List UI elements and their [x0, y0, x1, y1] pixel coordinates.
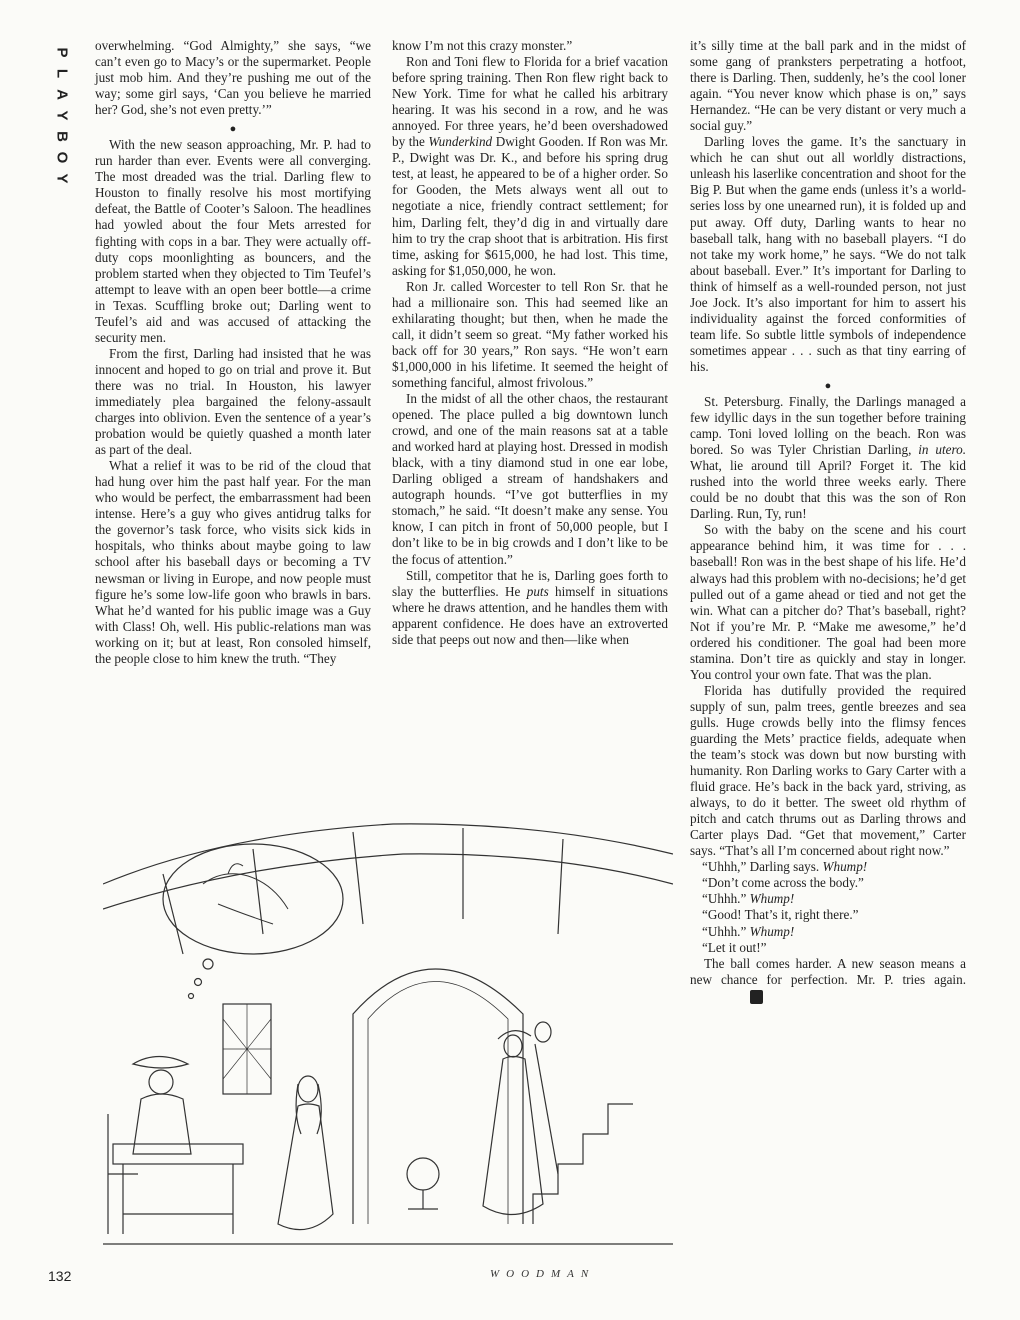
masthead-letter: L [53, 68, 71, 79]
captain-head [149, 1070, 173, 1094]
paragraph: Darling loves the game. It’s the sanctuary in which he can shut out all worldly distractions, unleash his laserlike concentration and shoot for the Big P. But when the game ends (unless it’s a world-series loss by one unearned run), it is folded up and put away. Off duty, Darling wants to hear no baseball talk, hang with no baseball players. “I do not take my work home,” he says. “We do not talk about baseball. Ever.” It’s important for Darling to think of himself as a well-rounded person, not just Joe Jock. It’s also important for him to assert his individuality against the forced conformities of team life. So subtle little symbols of independence sometimes appear . . . such as that tiny earring of his. [690, 134, 966, 374]
text-run: What, lie around till April? Forget it. The kid rushed into the world three weeks early. There could be no doubt that this was the son of Ron Darling. Run, Ty, run! [690, 458, 966, 522]
text-run: Still, competitor that he is, Darling goes forth to slay the butterflies. He [392, 567, 668, 599]
archway-inner [368, 982, 508, 1225]
paragraph: What a relief it was to be rid of the cloud that had hung over him the past half year. For the man who would be perfect, the embarrassment had been intense. Here’s a guy who gives antidrug talks for the governor’s task force, who visits sick kids in hospitals, who thinks about maybe going to law school after his baseball days or becoming a TV newsman or living in Europe, and now people must figure he’s some low-life goon who brawls in bars. What he’d wanted for his public image was a Guy with Class! Oh, well. His public-relations man was working on it; but at least, Ron consoled himself, the people close to him knew the truth. “They [95, 458, 371, 666]
dialogue-line [690, 859, 966, 875]
paragraph: From the first, Darling had insisted that he was innocent and hoped to go on trial and prove it. But there was no trial. In Houston, his lawyer immediately plea bargained the felony-assault charges into oblivion. Even the sentence of a year’s probation would be quietly quashed a month later as part of the deal. [95, 345, 371, 458]
masthead-letter: Y [53, 173, 71, 184]
emphasis: puts [526, 583, 549, 599]
lady-head [504, 1035, 522, 1057]
paragraph: know I’m not this crazy monster.” [392, 38, 573, 53]
text-run: St. Petersburg. Finally, the Darlings managed a few idyllic days in the sun together before training camp. Toni loved lolling on the beach. Ron was bored. So was Tyler Christian Darling, [690, 393, 966, 458]
masthead-letter: A [53, 89, 71, 100]
paragraph: overwhelming. “God Almighty,” she says, “we can’t even go to Macy’s or the supermarket. People just mob him. And they’re pushing me out of the way; some girl says, ‘Can you believe he married her? God, she’s not even pretty.’” [95, 38, 371, 118]
desk-legs [123, 1164, 233, 1234]
paragraph: it’s silly time at the ball park and in the midst of some gang of pranksters perpetrating a hotfoot, there is Darling. Then, suddenly, he’s the cool loner again. “You never know which phase is on,” says Hernandez. “He can be very distant or very much a social guy.” [690, 38, 966, 134]
captain-body [133, 1094, 191, 1154]
lady-dress [483, 1057, 543, 1215]
paragraph: Florida has dutifully provided the required supply of sun, palm trees, gentle breezes and sea gulls. Huge crowds belly into the flimsy fences guarding the Mets’ practice fields, adequate when the team’s stock was down but now bursting with humanity. Ron Darling works to Gary Carter with a fluid grace. He’s back in the back yard, striving, as always, to do it better. The sweet old rhythm of pitch and catch thrums out as Darling throws and Carter plays Dad. “Get that movement,” Carter says. “That’s all I’m concerned about right now.” [690, 682, 966, 859]
paragraph [392, 54, 668, 279]
masthead-letter: P [53, 47, 71, 58]
text-run: himself in situations where he draws attention, and he handles them with apparent confidence. He does have an extroverted side that peeps out now and then—like when [392, 583, 669, 647]
thought-dot [189, 994, 194, 999]
thought-dot [195, 979, 202, 986]
text-run: Ron and Toni flew to Florida for a brief vacation before spring training. Then Ron flew right back to New York. Time for what he called his arbitrary hearing. It was his second in a row, and he was annoyed. For three years, he’d been overshadowed by the [392, 54, 668, 150]
paragraph [690, 394, 966, 522]
dialogue-line: “Let it out!” [702, 939, 767, 955]
window-lattice [223, 1004, 271, 1094]
section-bullet: ● [824, 379, 832, 392]
page-number: 132 [48, 1268, 72, 1284]
lady-dress [535, 1044, 558, 1174]
emphasis: Wunderkind [428, 134, 493, 150]
paragraph [690, 956, 966, 1004]
paragraph: So with the baby on the scene and his court appearance behind him, it was time for . . . baseball! Ron was in the best shape of his life. He’d always had this problem with no-decisions; he’d get pulled out of a game ahead or tied and not get the win. What can a pitcher do? That’s baseball, right? Not if you’re Mr. P. “Make me awesome,” he’d ordered his conditioner. The goal had been more stamina. Don’t tire as quickly and stay in longer. You control your own fate. That was the plan. [690, 522, 966, 682]
ceiling-arch [103, 824, 673, 884]
article-column-1 [95, 38, 371, 667]
woman-gown [278, 1104, 333, 1230]
article-column-2 [392, 38, 668, 648]
dialogue-line: “Good! That’s it, right there.” [702, 907, 859, 923]
captain-hat [133, 1057, 188, 1069]
playboy-end-mark-icon: P [750, 990, 763, 1004]
text-run: “Uhhh,” Darling says. [702, 859, 820, 875]
emphasis: Whump! [749, 891, 795, 907]
cartoon-illustration [103, 814, 673, 1296]
ceiling-arch [103, 854, 673, 909]
emphasis: in utero. [918, 442, 967, 458]
paragraph: In the midst of all the other chaos, the restaurant opened. The place pulled a big downtown lunch crowd, and one of the main reasons sat at a table and worked hard at playing host. Dressed in modish black, with a tiny diamond stud in one ear lobe, Darling obliged a stream of handshakers and autograph hounds. “I’ve got butterflies in my stomach,” he said. “It doesn’t make any sense. You know, I can pitch in front of 50,000 people, but I don’t like to be in big crowds and I don’t like to be the focus of attention.” [392, 391, 668, 567]
globe [407, 1158, 439, 1190]
emphasis: Whump! [749, 923, 795, 939]
section-bullet: ● [229, 123, 237, 136]
text-run: Dwight Gooden. If Ron was Mr. P., Dwight was Dr. K., and before his spring drug test, at least, he appeared to be of a higher order. So for Gooden, the Mets always went all out to negotiate a nice, friendly contract settlement; for him, Darling felt, they’d dig in and virtually dare him to try the crap shoot that is arbitration. His first time, asking for $615,000, he had lost. This time, asking for $1,050,000, he won. [392, 134, 668, 278]
dialogue-line [690, 891, 966, 907]
woman-head [298, 1076, 318, 1102]
paragraph: Ron Jr. called Worcester to tell Ron Sr. that he had a millionaire son. This had seemed like an exhilarating thought; but then, when he made the call, it didn’t seem so great. “My father worked his back off for 30 years,” Ron says. “He won’t earn $1,000,000 in his lifetime. It seemed the height of something fanciful, almost frivolous.” [392, 278, 668, 390]
globe-stand [408, 1190, 438, 1209]
text-run: The ball comes harder. A new season means a new chance for perfection. Mr. P. tries again. [690, 955, 966, 987]
thought-dot [203, 959, 213, 969]
lady-head [535, 1022, 551, 1042]
text-run: “Uhhh.” [702, 923, 747, 939]
text-run: “Uhhh.” [702, 891, 747, 907]
emphasis: Whump! [822, 859, 868, 875]
illustration-signature: WOODMAN [490, 1268, 596, 1280]
staircase [533, 1104, 633, 1224]
masthead-letter: Y [53, 110, 71, 121]
paragraph: With the new season approaching, Mr. P. had to run harder than ever. Events were all converging. The most dreaded was the trial. Darling flew to Houston to finally resolve his most mortifying defeat, the Battle of Cooter’s Saloon. The headlines had yowled about the four Mets arrested for fighting with cops in a bar. They were actually off-duty cops moonlighting as bouncers, and the problem started when they objected to Tim Teufel’s attempt to leave with an open beer bottle—a crime in Texas. Scuffling broke out; Darling went to Teufel’s aid and was accused of attacking the security men. [95, 137, 371, 345]
paragraph [392, 568, 668, 648]
masthead-letter: B [53, 131, 71, 142]
masthead-letter: O [53, 151, 71, 164]
dialogue-line [690, 924, 966, 940]
dialogue-line: “Don’t come across the body.” [702, 875, 864, 891]
thought-bubble [163, 844, 343, 954]
masthead [52, 42, 72, 189]
article-column-3 [690, 38, 966, 1004]
